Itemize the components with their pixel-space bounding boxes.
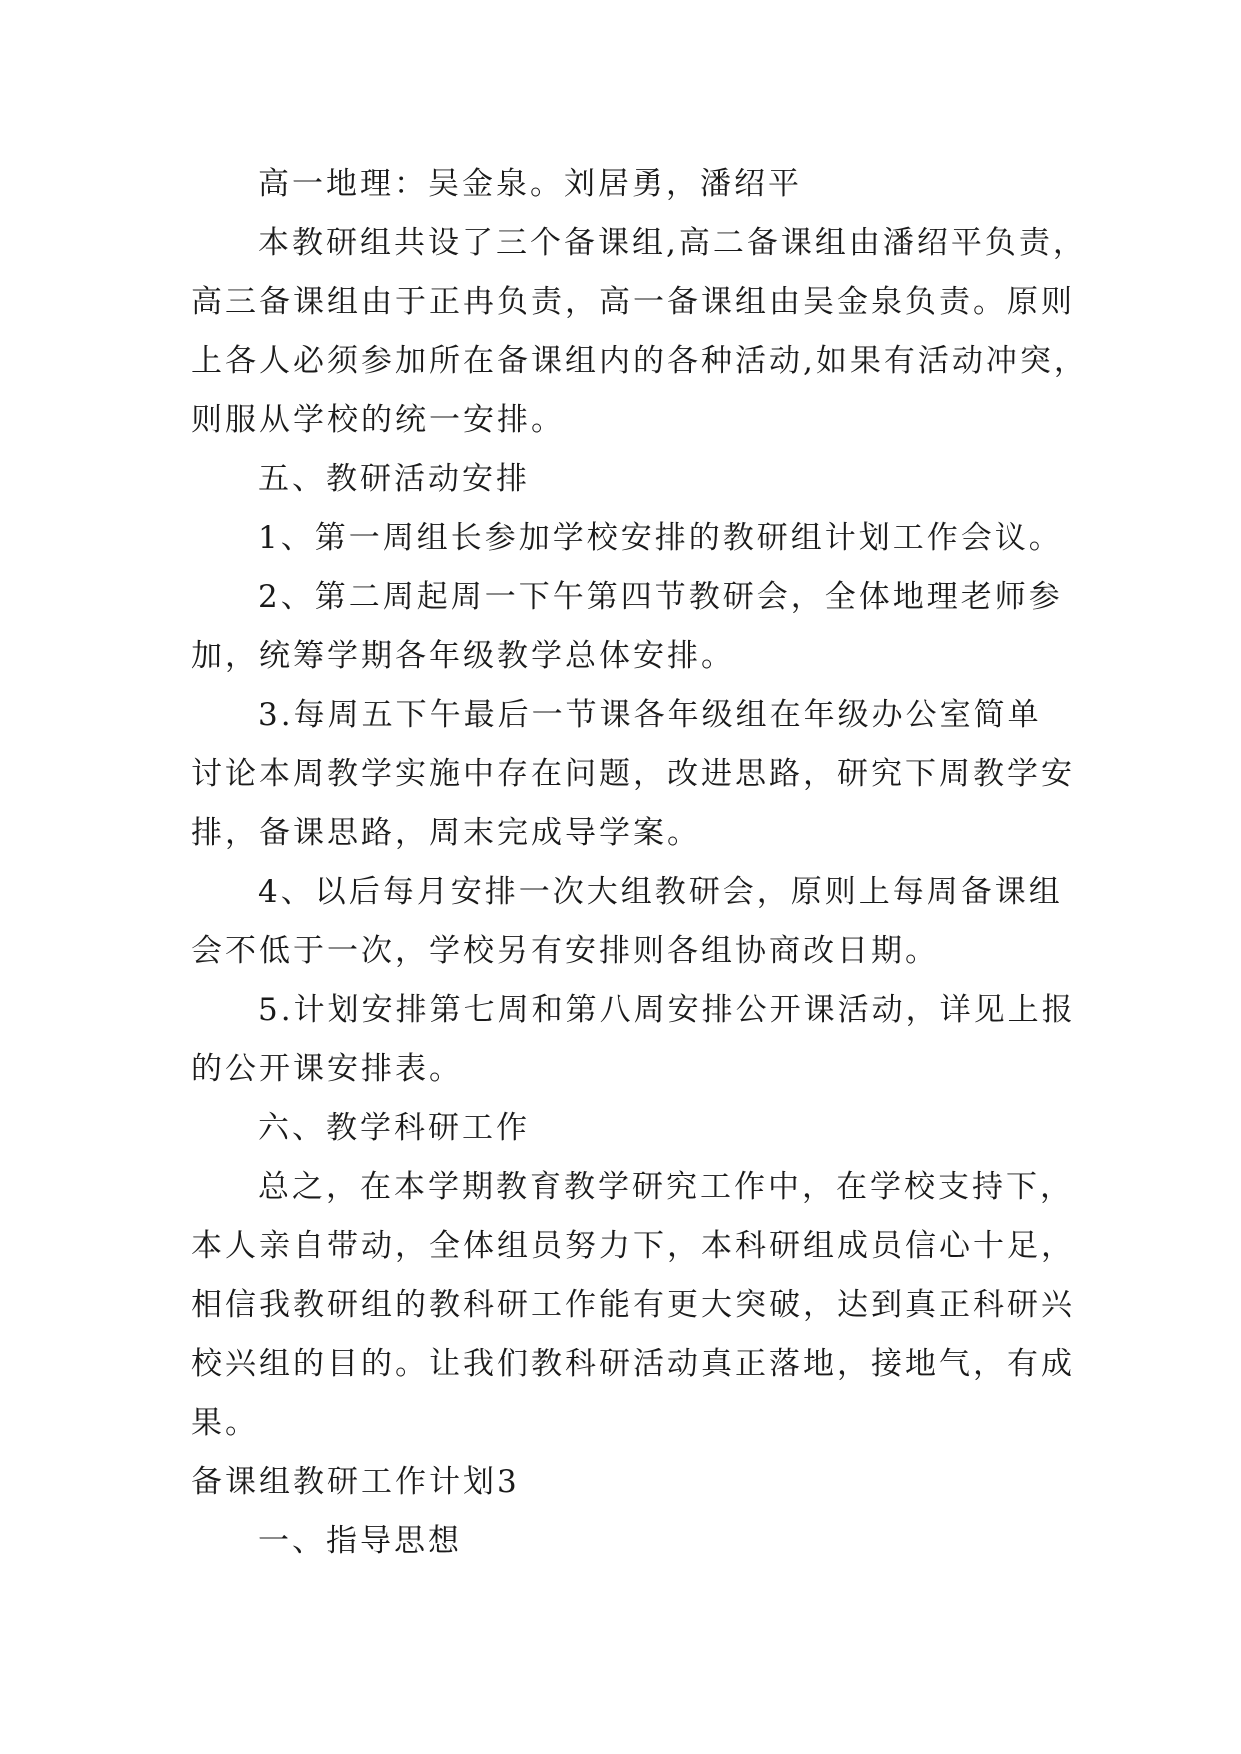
- text-line: 排，备课思路，周末完成导学案。: [191, 815, 701, 851]
- text-line: 讨论本周教学实施中存在问题，改进思路，研究下周教学安: [191, 756, 1075, 792]
- text-line: 高一地理：吴金泉。刘居勇，潘绍平: [258, 166, 802, 202]
- text-line: 高三备课组由于正冉负责，高一备课组由吴金泉负责。原则: [191, 284, 1075, 320]
- section-heading: 六、教学科研工作: [258, 1110, 530, 1146]
- text-line: 会不低于一次，学校另有安排则各组协商改日期。: [191, 933, 939, 969]
- list-item: 1、第一周组长参加学校安排的教研组计划工作会议。: [258, 520, 1063, 556]
- list-item: 4、以后每月安排一次大组教研会，原则上每周备课组: [258, 874, 1063, 910]
- section-heading: 五、教研活动安排: [258, 461, 530, 497]
- text-line: 加，统筹学期各年级教学总体安排。: [191, 638, 735, 674]
- paragraph-first-line: 总之，在本学期教育教学研究工作中，在学校支持下，: [258, 1169, 1074, 1205]
- text-line: 果。: [191, 1405, 259, 1441]
- text-line: 校兴组的目的。让我们教科研活动真正落地，接地气，有成: [191, 1346, 1075, 1382]
- text-line: 则服从学校的统一安排。: [191, 402, 565, 438]
- text-line: 本人亲自带动，全体组员努力下，本科研组成员信心十足，: [191, 1228, 1075, 1264]
- section-heading: 一、指导思想: [258, 1523, 462, 1559]
- paragraph-first-line: 本教研组共设了三个备课组,高二备课组由潘绍平负责，: [258, 225, 1087, 261]
- text-line: 上各人必须参加所在备课组内的各种活动,如果有活动冲突，: [191, 343, 1088, 379]
- text-line: 的公开课安排表。: [191, 1051, 463, 1087]
- document-title: 备课组教研工作计划3: [191, 1464, 520, 1500]
- list-item: 5.计划安排第七周和第八周安排公开课活动，详见上报: [258, 992, 1076, 1028]
- list-item: 2、第二周起周一下午第四节教研会，全体地理老师参: [258, 579, 1063, 615]
- text-line: 相信我教研组的教科研工作能有更大突破，达到真正科研兴: [191, 1287, 1075, 1323]
- list-item: 3.每周五下午最后一节课各年级组在年级办公室简单: [258, 697, 1042, 733]
